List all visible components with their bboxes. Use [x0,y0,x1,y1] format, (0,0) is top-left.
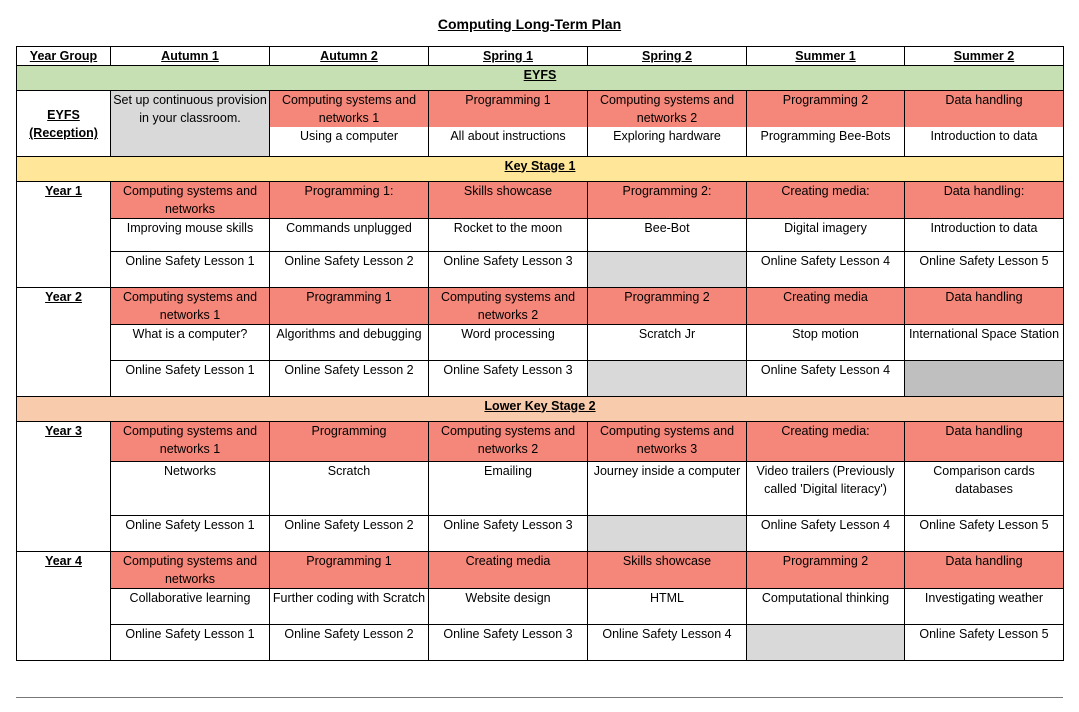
year3-safety-2: Online Safety Lesson 2 [270,515,429,551]
year4-topic-1: Collaborative learning [111,588,270,624]
year3-unit-row [17,421,1064,461]
year1-topic-4: Bee-Bot [588,218,747,251]
year3-topic-6: Comparison cards databases [905,461,1064,515]
year2-safety-4 [588,360,747,396]
year3-topic-4: Journey inside a computer [588,461,747,515]
year2-topic-2: Algorithms and debugging [270,324,429,360]
year1-topic-5: Digital imagery [747,218,905,251]
eyfs-autumn-2-topic: Using a computer [270,127,429,156]
eyfs-summer-1-topic: Programming Bee-Bots [747,127,905,156]
year1-unit-2: Programming 1: [270,181,429,218]
year1-safety-6: Online Safety Lesson 5 [905,251,1064,287]
year1-safety-4 [588,251,747,287]
year3-unit-5: Creating media: [747,421,905,461]
section-heading-lks2: Lower Key Stage 2 [17,396,1064,421]
year4-safety-5 [747,624,905,660]
section-row-lks2 [17,396,1064,421]
year3-unit-6: Data handling [905,421,1064,461]
header-year-group: Year Group [17,47,111,66]
year2-unit-row [17,287,1064,324]
year3-unit-2: Programming [270,421,429,461]
eyfs-spring-2-unit: Computing systems and networks 2 [588,91,747,128]
section-heading-eyfs: EYFS [17,66,1064,91]
year-label-year4: Year 4 [17,551,111,588]
year-label-year3: Year 3 [17,421,111,461]
year1-unit-6: Data handling: [905,181,1064,218]
year4-unit-4: Skills showcase [588,551,747,588]
year2-safety-3: Online Safety Lesson 3 [429,360,588,396]
year4-safety-1: Online Safety Lesson 1 [111,624,270,660]
year1-topic-2: Commands unplugged [270,218,429,251]
year-label-year2: Year 2 [17,287,111,324]
year4-safety-2: Online Safety Lesson 2 [270,624,429,660]
year1-topic-1: Improving mouse skills [111,218,270,251]
eyfs-autumn-1: Set up continuous provision in your classroom. [111,91,270,157]
year3-safety-row [17,515,1064,551]
footer-divider [16,697,1063,698]
year-label-eyfs: EYFS (Reception) [17,91,111,157]
year4-unit-2: Programming 1 [270,551,429,588]
year3-safety-5: Online Safety Lesson 4 [747,515,905,551]
year3-unit-1: Computing systems and networks 1 [111,421,270,461]
year1-safety-5: Online Safety Lesson 4 [747,251,905,287]
year1-topic-6: Introduction to data [905,218,1064,251]
year4-safety-4: Online Safety Lesson 4 [588,624,747,660]
year2-topic-1: What is a computer? [111,324,270,360]
header-spring-2: Spring 2 [588,47,747,66]
year2-safety-1: Online Safety Lesson 1 [111,360,270,396]
eyfs-summer-1-unit: Programming 2 [747,91,905,128]
year2-unit-1: Computing systems and networks 1 [111,287,270,324]
year3-safety-6: Online Safety Lesson 5 [905,515,1064,551]
year2-unit-4: Programming 2 [588,287,747,324]
year3-topic-3: Emailing [429,461,588,515]
year-label-year1: Year 1 [17,181,111,218]
year4-topic-row [17,588,1064,624]
year2-unit-5: Creating media [747,287,905,324]
long-term-plan-table [16,46,1064,661]
year1-topic-3: Rocket to the moon [429,218,588,251]
year4-topic-6: Investigating weather [905,588,1064,624]
year3-unit-4: Computing systems and networks 3 [588,421,747,461]
year3-topic-5: Video trailers (Previously called 'Digital literacy') [747,461,905,515]
year1-topic-row [17,218,1064,251]
header-summer-2: Summer 2 [905,47,1064,66]
year1-unit-row [17,181,1064,218]
year3-safety-3: Online Safety Lesson 3 [429,515,588,551]
year3-safety-4 [588,515,747,551]
year3-unit-3: Computing systems and networks 2 [429,421,588,461]
year3-topic-1: Networks [111,461,270,515]
year2-safety-2: Online Safety Lesson 2 [270,360,429,396]
section-row-eyfs [17,66,1064,91]
year2-topic-5: Stop motion [747,324,905,360]
eyfs-unit-row [17,91,1064,128]
year1-unit-5: Creating media: [747,181,905,218]
year3-topic-row [17,461,1064,515]
year4-topic-3: Website design [429,588,588,624]
year1-unit-3: Skills showcase [429,181,588,218]
year1-safety-3: Online Safety Lesson 3 [429,251,588,287]
year4-unit-5: Programming 2 [747,551,905,588]
year4-unit-row [17,551,1064,588]
year4-safety-3: Online Safety Lesson 3 [429,624,588,660]
year3-safety-1: Online Safety Lesson 1 [111,515,270,551]
year2-topic-row [17,324,1064,360]
year4-safety-row [17,624,1064,660]
year4-unit-6: Data handling [905,551,1064,588]
section-row-ks1 [17,156,1064,181]
year1-unit-4: Programming 2: [588,181,747,218]
eyfs-autumn-2-unit: Computing systems and networks 1 [270,91,429,128]
eyfs-spring-2-topic: Exploring hardware [588,127,747,156]
year2-safety-6 [905,360,1064,396]
year2-unit-2: Programming 1 [270,287,429,324]
year4-topic-4: HTML [588,588,747,624]
year2-unit-3: Computing systems and networks 2 [429,287,588,324]
year2-unit-6: Data handling [905,287,1064,324]
year1-safety-1: Online Safety Lesson 1 [111,251,270,287]
year3-topic-2: Scratch [270,461,429,515]
year4-safety-6: Online Safety Lesson 5 [905,624,1064,660]
eyfs-spring-1-topic: All about instructions [429,127,588,156]
eyfs-summer-2-unit: Data handling [905,91,1064,128]
year2-safety-row [17,360,1064,396]
year2-topic-4: Scratch Jr [588,324,747,360]
eyfs-spring-1-unit: Programming 1 [429,91,588,128]
year2-safety-5: Online Safety Lesson 4 [747,360,905,396]
page-title: Computing Long-Term Plan [437,16,622,32]
year4-topic-2: Further coding with Scratch [270,588,429,624]
header-row [17,47,1064,66]
year4-unit-1: Computing systems and networks [111,551,270,588]
year4-topic-5: Computational thinking [747,588,905,624]
year2-topic-3: Word processing [429,324,588,360]
year1-safety-2: Online Safety Lesson 2 [270,251,429,287]
year4-unit-3: Creating media [429,551,588,588]
year1-unit-1: Computing systems and networks [111,181,270,218]
year1-safety-row [17,251,1064,287]
year2-topic-6: International Space Station [905,324,1064,360]
section-heading-ks1: Key Stage 1 [17,156,1064,181]
header-autumn-1: Autumn 1 [111,47,270,66]
header-autumn-2: Autumn 2 [270,47,429,66]
header-summer-1: Summer 1 [747,47,905,66]
header-spring-1: Spring 1 [429,47,588,66]
eyfs-summer-2-topic: Introduction to data [905,127,1064,156]
